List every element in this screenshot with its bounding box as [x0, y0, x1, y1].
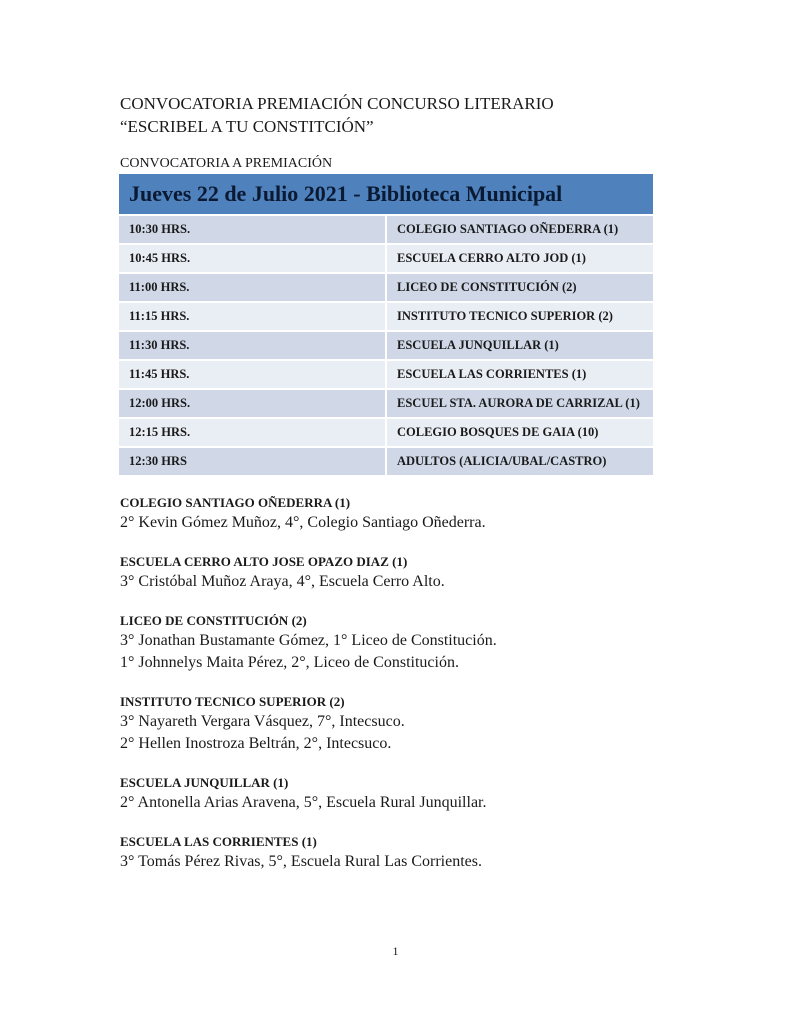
group-title: ESCUELA JUNQUILLAR (1): [120, 775, 289, 790]
group-title: INSTITUTO TECNICO SUPERIOR (2): [120, 694, 345, 709]
schedule-school: INSTITUTO TECNICO SUPERIOR (2): [386, 302, 653, 331]
schedule-time: 11:00 HRS.: [119, 273, 386, 302]
winner-group: [120, 833, 680, 873]
schedule-school: COLEGIO SANTIAGO OÑEDERRA (1): [386, 215, 653, 244]
schedule-table: [119, 174, 653, 477]
winner-entry: 2° Antonella Arias Aravena, 5°, Escuela Rural Junquillar.: [120, 794, 487, 811]
schedule-row: [119, 360, 653, 389]
winner-entry: 3° Cristóbal Muñoz Araya, 4°, Escuela Cerro Alto.: [120, 573, 445, 590]
schedule-time: 12:15 HRS.: [119, 418, 386, 447]
winner-group: [120, 693, 680, 755]
schedule-time: 12:30 HRS: [119, 447, 386, 476]
schedule-time: 11:45 HRS.: [119, 360, 386, 389]
group-title: ESCUELA LAS CORRIENTES (1): [120, 834, 317, 849]
schedule-row: [119, 331, 653, 360]
schedule-row: [119, 215, 653, 244]
document-title: [120, 92, 554, 138]
schedule-school: ESCUEL STA. AURORA DE CARRIZAL (1): [386, 389, 653, 418]
winner-group: [120, 612, 680, 674]
title-line-2: “ESCRIBEL A TU CONSTITCIÓN”: [120, 117, 374, 136]
schedule-time: 11:30 HRS.: [119, 331, 386, 360]
schedule-time: 10:45 HRS.: [119, 244, 386, 273]
schedule-school: COLEGIO BOSQUES DE GAIA (10): [386, 418, 653, 447]
schedule-row: [119, 244, 653, 273]
winner-entry: 2° Hellen Inostroza Beltrán, 2°, Intecsuco.: [120, 735, 392, 752]
winner-entry: 3° Tomás Pérez Rivas, 5°, Escuela Rural Las Corrientes.: [120, 853, 482, 870]
schedule-school: ADULTOS (ALICIA/UBAL/CASTRO): [386, 447, 653, 476]
schedule-row: [119, 389, 653, 418]
document-subtitle: CONVOCATORIA A PREMIACIÓN: [120, 156, 333, 171]
group-title: LICEO DE CONSTITUCIÓN (2): [120, 613, 307, 628]
schedule-header-row: [119, 174, 653, 215]
group-title: ESCUELA CERRO ALTO JOSE OPAZO DIAZ (1): [120, 554, 408, 569]
schedule-row: [119, 273, 653, 302]
schedule-school: ESCUELA JUNQUILLAR (1): [386, 331, 653, 360]
schedule-time: 10:30 HRS.: [119, 215, 386, 244]
title-line-1: CONVOCATORIA PREMIACIÓN CONCURSO LITERARIO: [120, 94, 554, 113]
winner-entry: 3° Nayareth Vergara Vásquez, 7°, Intecsuco.: [120, 713, 405, 730]
schedule-school: LICEO DE CONSTITUCIÓN (2): [386, 273, 653, 302]
schedule-time: 11:15 HRS.: [119, 302, 386, 331]
schedule-header: Jueves 22 de Julio 2021 - Biblioteca Municipal: [119, 174, 653, 215]
winner-group: [120, 553, 680, 593]
winners-section: [120, 494, 680, 892]
winner-group: [120, 494, 680, 534]
page-number: 1: [392, 944, 399, 958]
schedule-row: [119, 447, 653, 476]
schedule-school: ESCUELA LAS CORRIENTES (1): [386, 360, 653, 389]
group-title: COLEGIO SANTIAGO OÑEDERRA (1): [120, 495, 351, 510]
winner-entry: 3° Jonathan Bustamante Gómez, 1° Liceo de Constitución.: [120, 632, 497, 649]
winner-entry: 2° Kevin Gómez Muñoz, 4°, Colegio Santiago Oñederra.: [120, 514, 486, 531]
winner-entry: 1° Johnnelys Maita Pérez, 2°, Liceo de Constitución.: [120, 654, 459, 671]
winner-group: [120, 774, 680, 814]
schedule-school: ESCUELA CERRO ALTO JOD (1): [386, 244, 653, 273]
schedule-row: [119, 418, 653, 447]
schedule-row: [119, 302, 653, 331]
schedule-time: 12:00 HRS.: [119, 389, 386, 418]
